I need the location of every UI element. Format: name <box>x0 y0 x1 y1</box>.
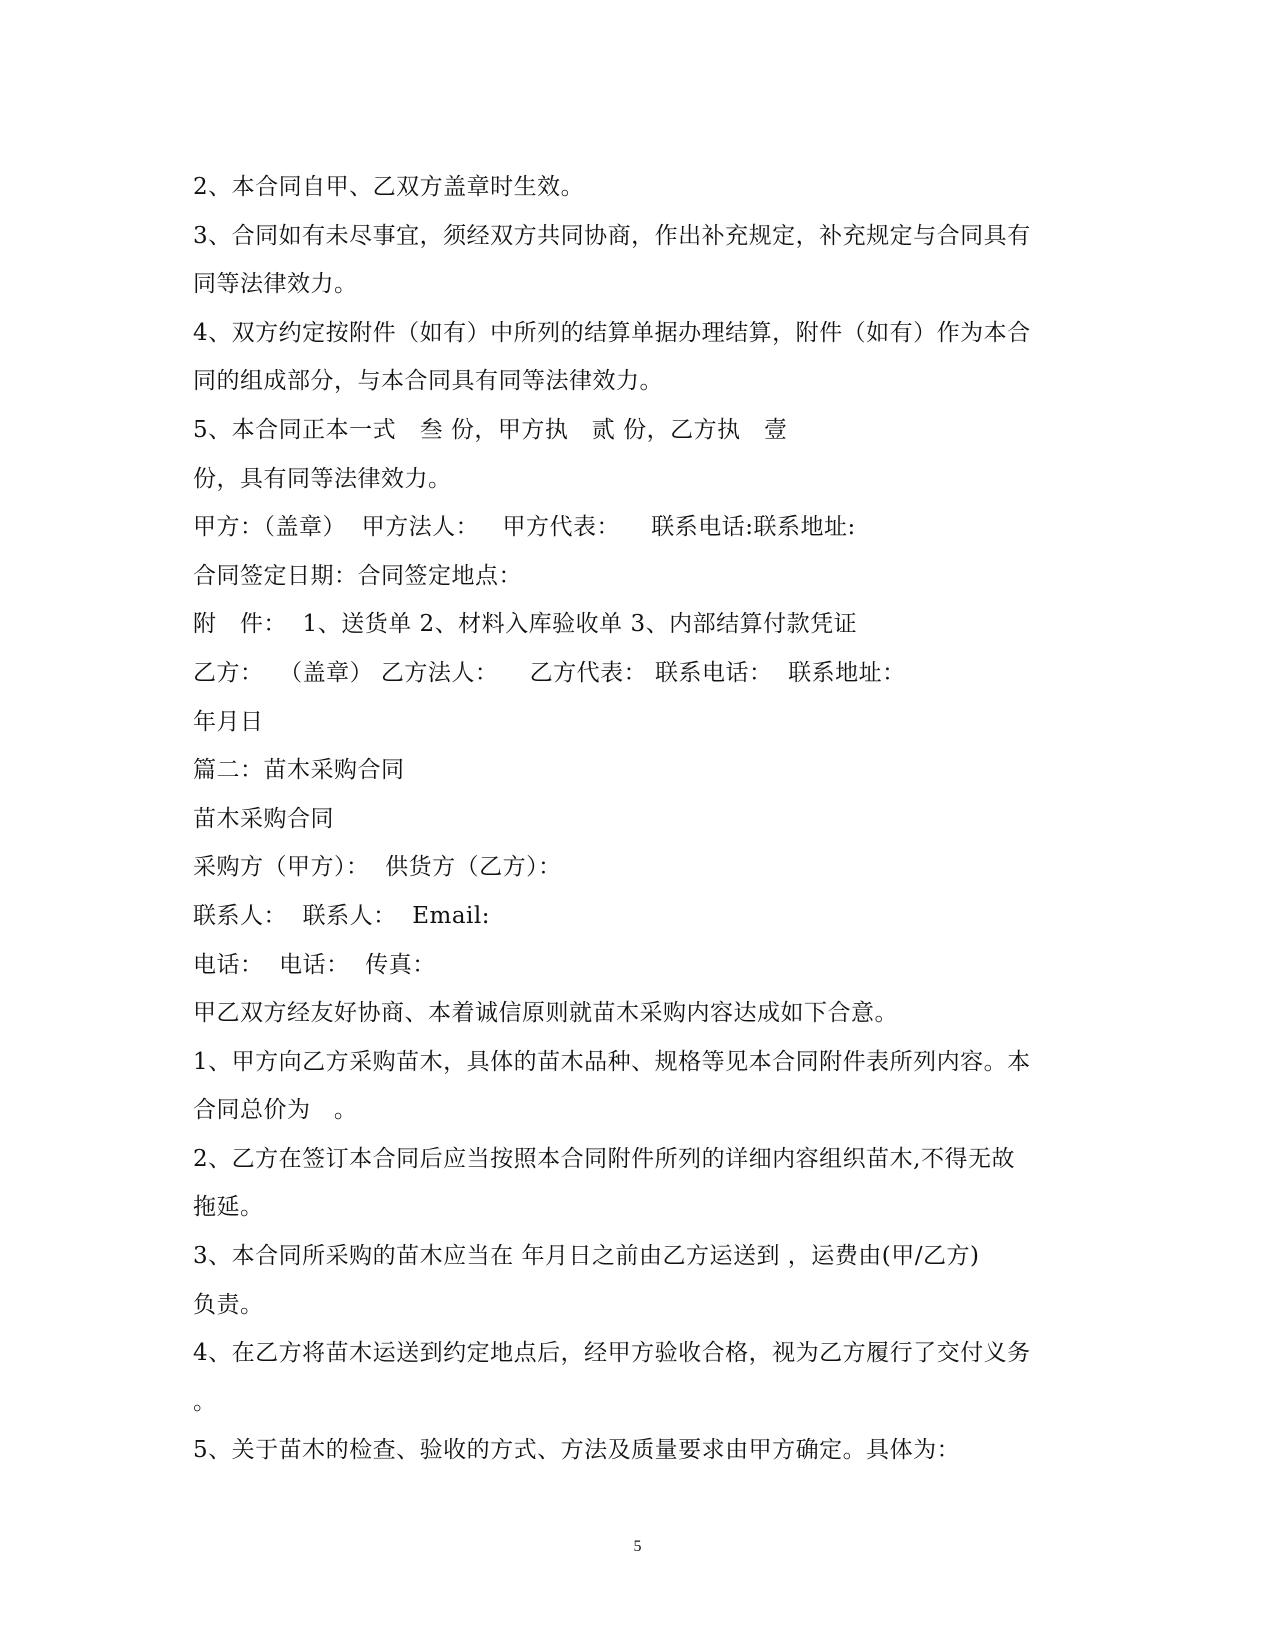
paragraph-line: 5、关于苗木的检查、验收的方式、方法及质量要求由甲方确定。具体为： <box>193 1437 961 1464</box>
document-body <box>193 163 1093 1475</box>
attachments-line: 附 件： 1、送货单 2、材料入库验收单 3、内部结算付款凭证 <box>193 611 858 638</box>
paragraph-line: 份，具有同等法律效力。 <box>193 465 452 492</box>
contact-line: 联系人： 联系人： Email: <box>193 902 491 929</box>
parties-line: 采购方（甲方）： 供货方（乙方）： <box>193 854 562 881</box>
signature-line-party-a: 甲方：（盖章） 甲方法人： 甲方代表： 联系电话:联系地址: <box>193 514 856 541</box>
paragraph-line: 同的组成部分，与本合同具有同等法律效力。 <box>193 368 663 395</box>
signature-line-party-b: 乙方： （盖章） 乙方法人： 乙方代表： 联系电话： 联系地址： <box>193 659 906 686</box>
paragraph-line: 5、本合同正本一式 叁 份，甲方执 贰 份，乙方执 壹 <box>193 416 788 443</box>
paragraph-line: 2、本合同自甲、乙双方盖章时生效。 <box>193 174 585 200</box>
paragraph-line: 2、乙方在签订本合同后应当按照本合同附件所列的详细内容组织苗木,不得无故 <box>193 1145 1015 1172</box>
paragraph-line: 3、合同如有未尽事宜，须经双方共同协商，作出补充规定，补充规定与合同具有 <box>193 222 1031 249</box>
page-number: 5 <box>633 1538 642 1555</box>
paragraph-line: 3、本合同所采购的苗木应当在 年月日之前由乙方运送到 ，运费由(甲/乙方) <box>193 1243 980 1270</box>
paragraph-line: 负责。 <box>193 1291 264 1318</box>
paragraph-line: 1、甲方向乙方采购苗木，具体的苗木品种、规格等见本合同附件表所列内容。本 <box>193 1048 1031 1075</box>
paragraph-line: 4、在乙方将苗木运送到约定地点后，经甲方验收合格，视为乙方履行了交付义务 <box>193 1340 1031 1367</box>
paragraph-line: 甲乙双方经友好协商、本着诚信原则就苗木采购内容达成如下合意。 <box>193 1000 898 1027</box>
contract-title: 苗木采购合同 <box>193 805 334 832</box>
paragraph-line: 合同总价为 。 <box>193 1097 358 1124</box>
date-line: 年月日 <box>193 708 264 735</box>
paragraph-line: 拖延。 <box>193 1194 264 1221</box>
section-heading: 篇二：苗木采购合同 <box>193 757 405 784</box>
paragraph-line: 。 <box>193 1388 217 1415</box>
paragraph-line: 同等法律效力。 <box>193 271 358 298</box>
paragraph-line: 4、双方约定按附件（如有）中所列的结算单据办理结算，附件（如有）作为本合 <box>193 319 1031 346</box>
signing-date-place-line: 合同签定日期：合同签定地点： <box>193 562 522 589</box>
phone-line: 电话： 电话： 传真： <box>193 951 436 978</box>
